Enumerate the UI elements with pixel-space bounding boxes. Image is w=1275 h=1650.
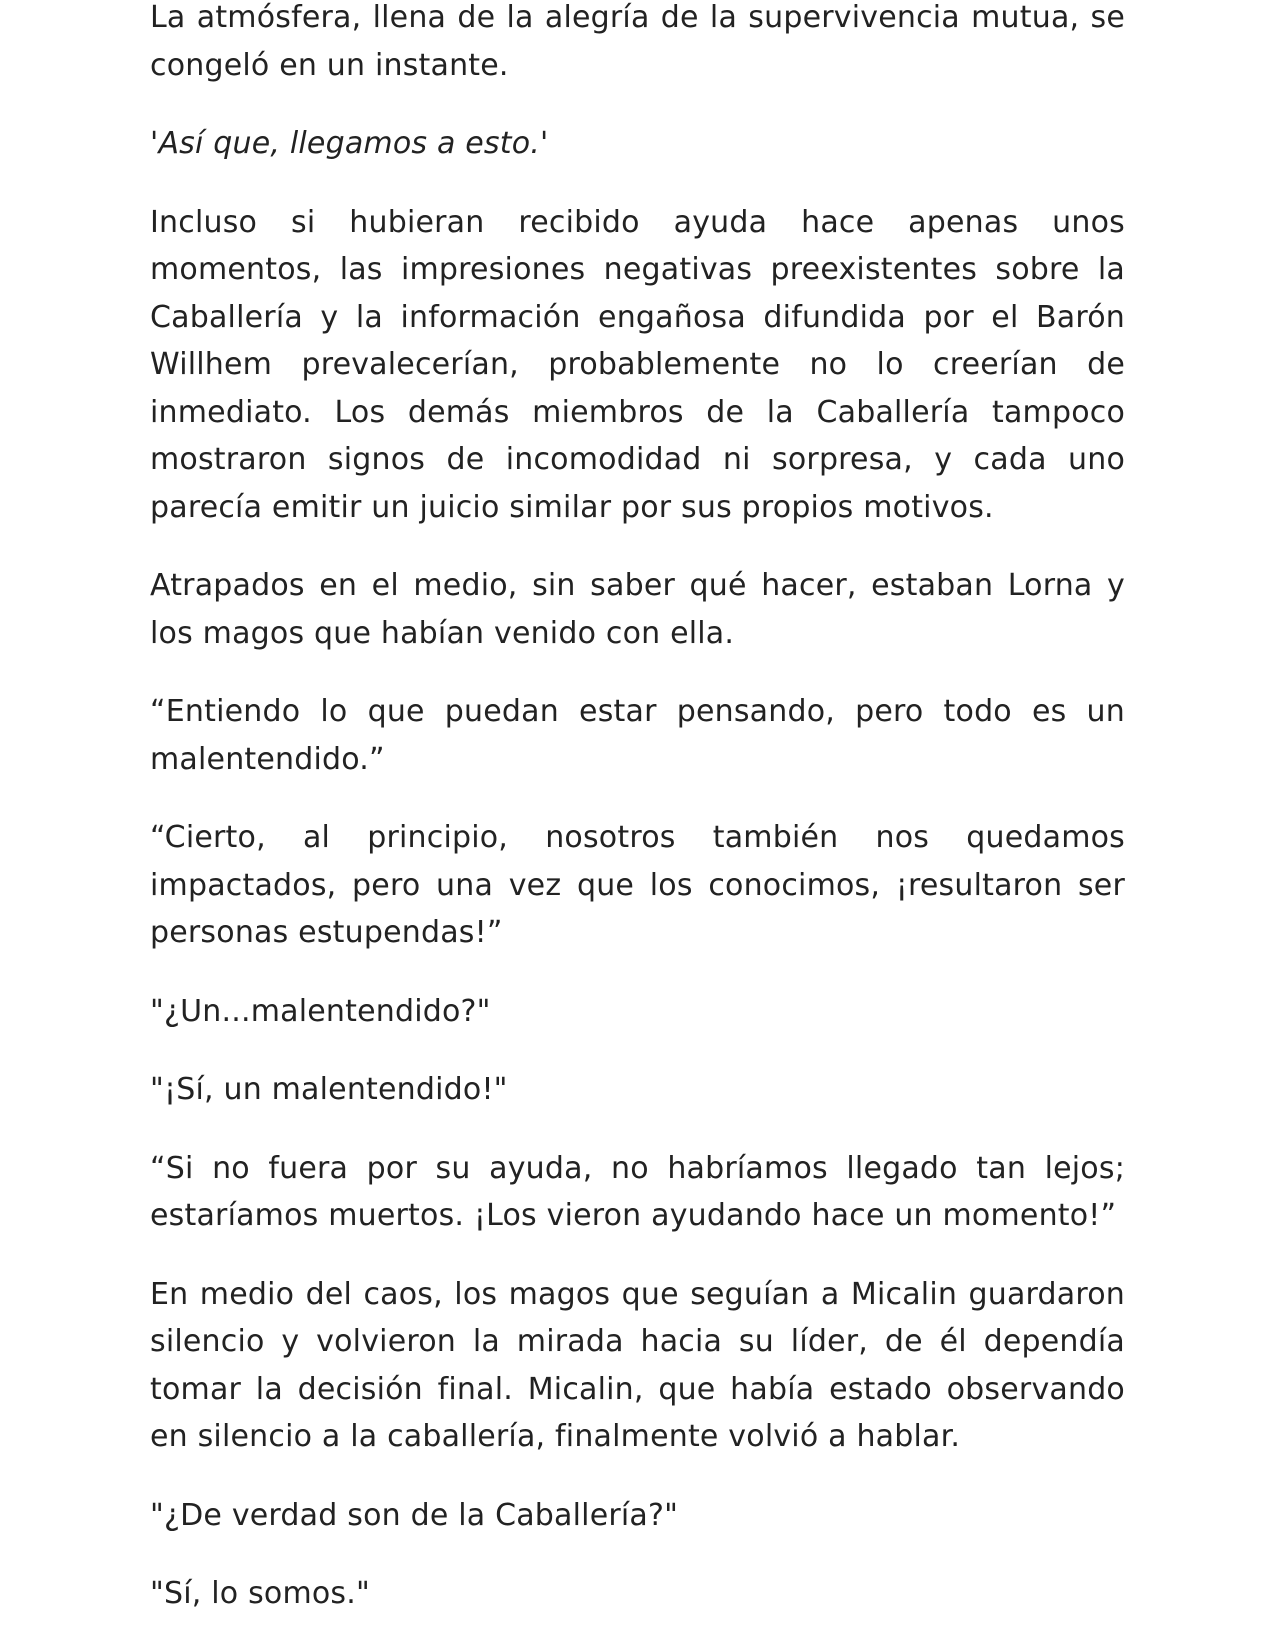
document-page xyxy=(150,0,1125,1649)
paragraph-7-dialogue: "¿Un...malentendido?" xyxy=(150,993,491,1029)
paragraph-10: En medio del caos, los magos que seguían a Micalin guardaron silencio y volvieron la mirada hacia su líder, de él dependía tomar la decisión final. Micalin, que había estado observando en silencio a la caballería, finalmente volvió a hablar. xyxy=(150,1276,1125,1454)
paragraph-4: Atrapados en el medio, sin saber qué hacer, estaban Lorna y los magos que habían venido con ella. xyxy=(150,568,1125,651)
paragraph-12-dialogue: "Sí, lo somos." xyxy=(150,1576,371,1611)
paragraph-11-dialogue: "¿De verdad son de la Caballería?" xyxy=(150,1497,679,1533)
paragraph-5-dialogue: “Entiendo lo que puedan estar pensando, pero todo es un malentendido.” xyxy=(150,694,1125,777)
paragraph-3: Incluso si hubieran recibido ayuda hace apenas unos momentos, las impresiones negativas preexistentes sobre la Caballería y la información engañosa difundida por el Barón Willhem prevalecerían, probablemente no lo creerían de inmediato. Los demás miembros de la Caballería tampoco mostraron signos de incomodidad ni sorpresa, y cada uno parecía emitir un juicio similar por sus propios motivos. xyxy=(150,204,1125,525)
paragraph-6-dialogue: “Cierto, al principio, nosotros también nos quedamos impactados, pero una vez que los conocimos, ¡resultaron ser personas estupendas!” xyxy=(150,820,1125,950)
paragraph-8-dialogue: "¡Sí, un malentendido!" xyxy=(150,1072,508,1107)
paragraph-2-thought: 'Así que, llegamos a esto.' xyxy=(150,126,549,161)
paragraph-1: La atmósfera, llena de la alegría de la supervivencia mutua, se congeló en un instante. xyxy=(150,0,1125,83)
paragraph-9-dialogue: “Si no fuera por su ayuda, no habríamos llegado tan lejos; estaríamos muertos. ¡Los vieron ayudando hace un momento!” xyxy=(150,1150,1125,1233)
